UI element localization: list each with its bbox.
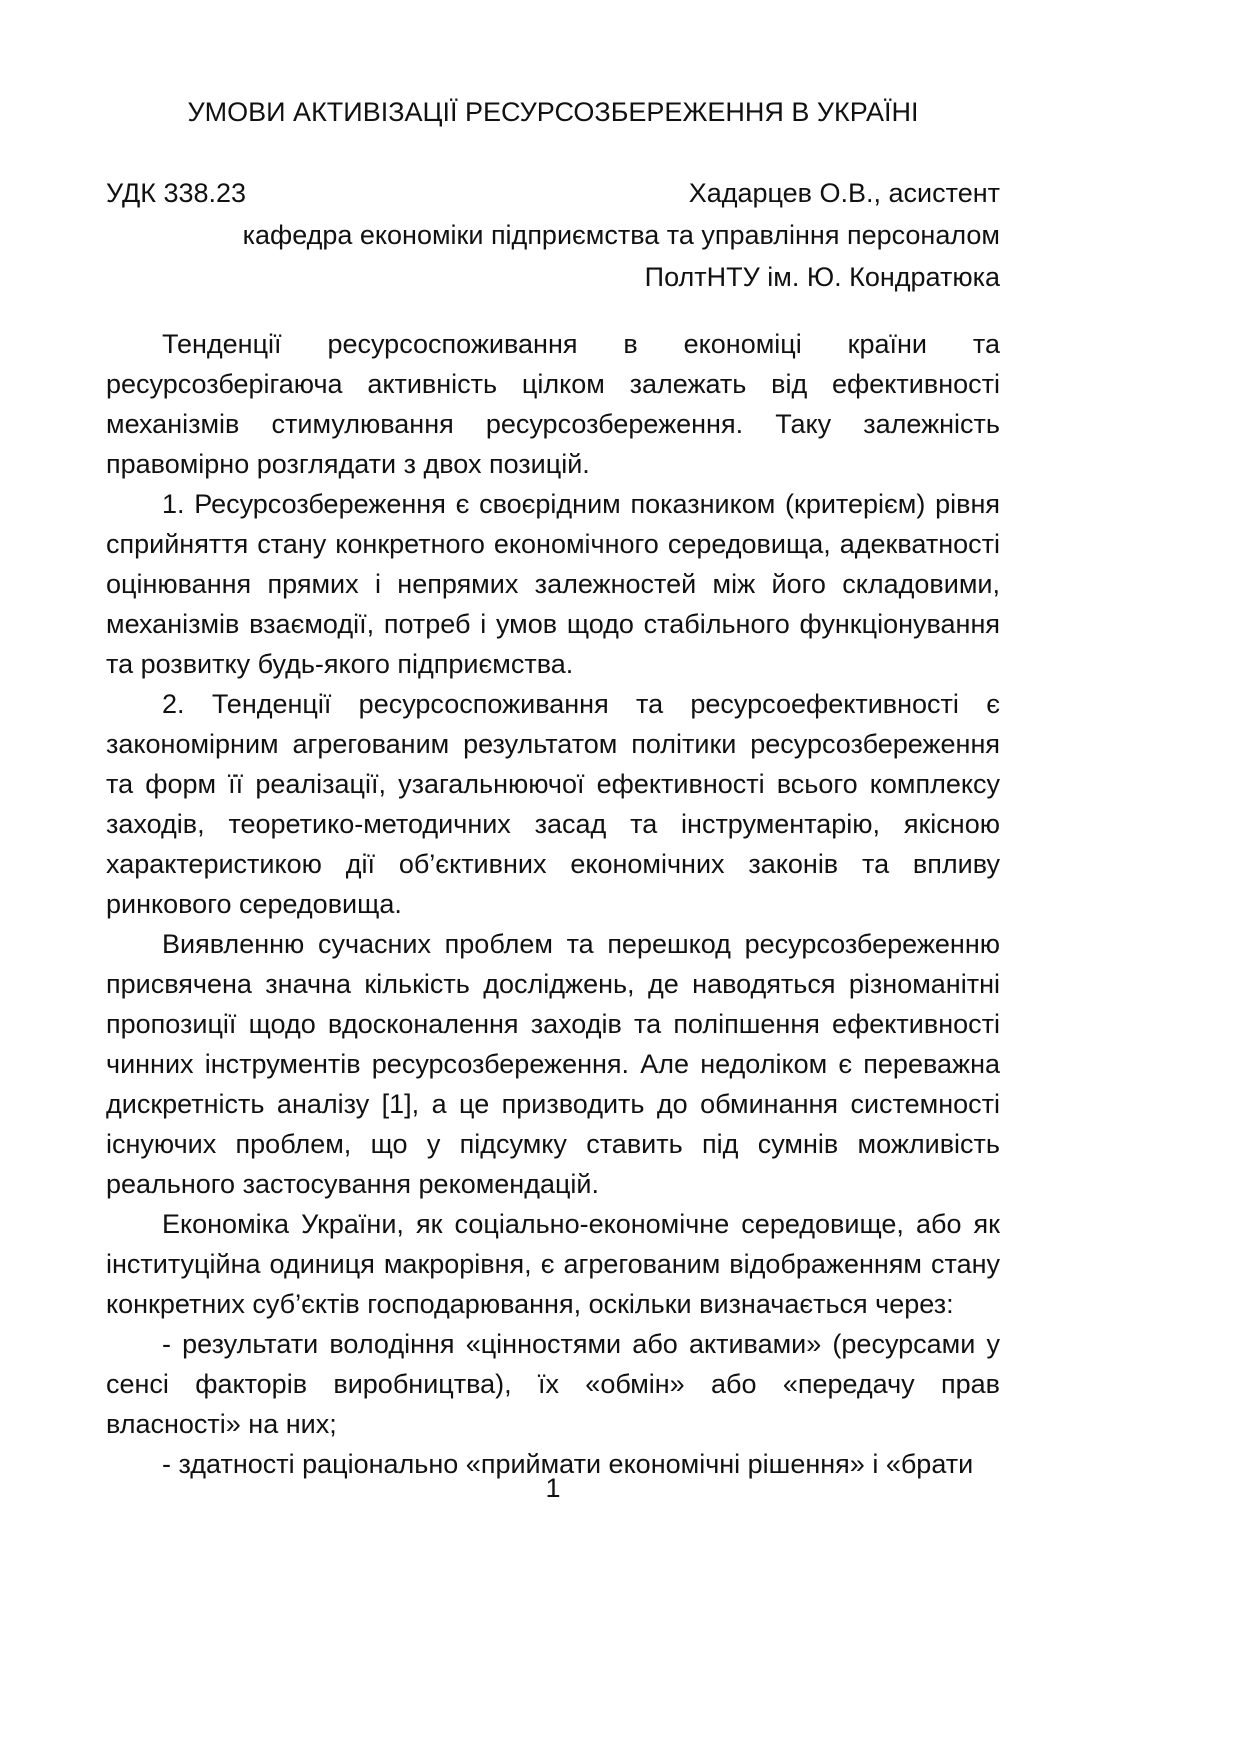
author-affiliation: кафедра економіки підприємства та управління персоналом [242, 220, 1000, 250]
udc-code: УДК 338.23 [106, 178, 247, 208]
author-name: Хадарцев О.В., асистент [688, 178, 1000, 208]
paragraph: 1. Ресурсозбереження є своєрідним показником (критерієм) рівня сприйняття стану конкретного економічного середовища, адекватності оцінювання прямих і непрямих залежностей між його складовими, механізмів взаємодії, потреб і умов щодо стабільного функціонування та розвитку будь-якого підприємства. [106, 489, 1000, 679]
paragraph-list-item: - здатності раціонально «приймати економічні рішення» і «брати [162, 1449, 974, 1479]
paragraph-list-item: - результати володіння «цінностями або активами» (ресурсами у сенсі факторів виробництва), їх «обмін» або «передачу прав власності» на них; [106, 1329, 1000, 1439]
paragraph: Тенденції ресурсоспоживання в економіці країни та ресурсозберігаюча активність цілком залежать від ефективності механізмів стимулювання ресурсозбереження. Таку залежність правомірно розглядати з двох позицій. [106, 329, 1000, 479]
paragraph: Виявленню сучасних проблем та перешкод ресурсозбереженню присвячена значна кількість досліджень, де наводяться різноманітні пропозиції щодо вдосконалення заходів та поліпшення ефективності чинних інструментів ресурсозбереження. Але недоліком є переважна дискретність аналізу [1], а це призводить до обминання системності існуючих проблем, що у підсумку ставить під сумнів можливість реального застосування рекомендацій. [106, 929, 1000, 1199]
paragraph: 2. Тенденції ресурсоспоживання та ресурсоефективності є закономірним агрегованим результатом політики ресурсозбереження та форм її реалізації, узагальнюючої ефективності всього комплексу заходів, теоретико-методичних засад та інструментарію, якісною характеристикою дії об’єктивних економічних законів та впливу ринкового середовища. [106, 689, 1000, 919]
author-university: ПолтНТУ ім. Ю. Кондратюка [644, 262, 1000, 292]
paragraph: Економіка України, як соціально-економічне середовище, або як інституційна одиниця макрорівня, є агрегованим відображенням стану конкретних суб’єктів господарювання, оскільки визначається через: [106, 1209, 1000, 1319]
page-number: 1 [545, 1473, 561, 1503]
page-title: УМОВИ АКТИВІЗАЦІЇ РЕСУРСОЗБЕРЕЖЕННЯ В УКРАЇНІ [187, 97, 919, 127]
udc-author-row [106, 172, 1000, 214]
article-body [106, 324, 1000, 1484]
